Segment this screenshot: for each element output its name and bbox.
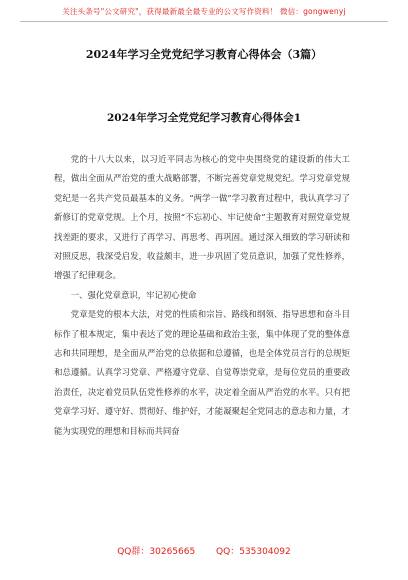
promo-banner: 关注头条号"公文研究"，获得最新最全最专业的公文写作资料！ 微信：gongwenyj [62, 7, 346, 16]
header-divider [20, 21, 388, 22]
document-body [54, 150, 350, 441]
document-title: 2024年学习全党党纪学习教育心得体会（3篇） [85, 48, 323, 61]
body-paragraph: 党的十八大以来，以习近平同志为核心的党中央围绕党的建设新的伟大工程，做出全面从严治党的重大战略部署，不断完善党章党规党纪。学习党章党规党纪是一名共产党员最基本的义务。“两学一做”学习教育过程中，我认真学习了新修订的党章党规。上个月，按照“不忘初心、牢记使命”主题教育对照党章党规找差距的要求，又进行了再学习、再思考、再巩固。通过深入细致的学习研读和对照反思，我深受启发，收益颇丰，进一步巩固了党员意识，加强了党性修养，增强了纪律观念。 [54, 154, 350, 281]
footer-contact: QQ群：30265665 QQ：535304092 [117, 547, 291, 557]
section-title: 2024年学习全党党纪学习教育心得体会1 [106, 112, 302, 124]
body-paragraph: 党章是党的根本大法，对党的性质和宗旨、路线和纲领、指导思想和奋斗目标作了根本规定，集中表达了党的理论基础和政治主张，集中体现了党的整体意志和共同理想，是全面从严治党的总依据和总遵循，也是全体党员言行的总规矩和总遵循。认真学习党章、严格遵守党章、自觉尊崇党章，是每位党员的重要政治责任，决定着党员队伍党性修养的水平，决定着全面从严治党的水平。只有把党章学习好、遵守好、贯彻好、维护好，才能凝聚起全党同志的意志和力量，才能为实现党的理想和目标而共同奋 [54, 309, 350, 436]
section-heading: 一、强化党章意识，牢记初心使命 [70, 289, 197, 300]
